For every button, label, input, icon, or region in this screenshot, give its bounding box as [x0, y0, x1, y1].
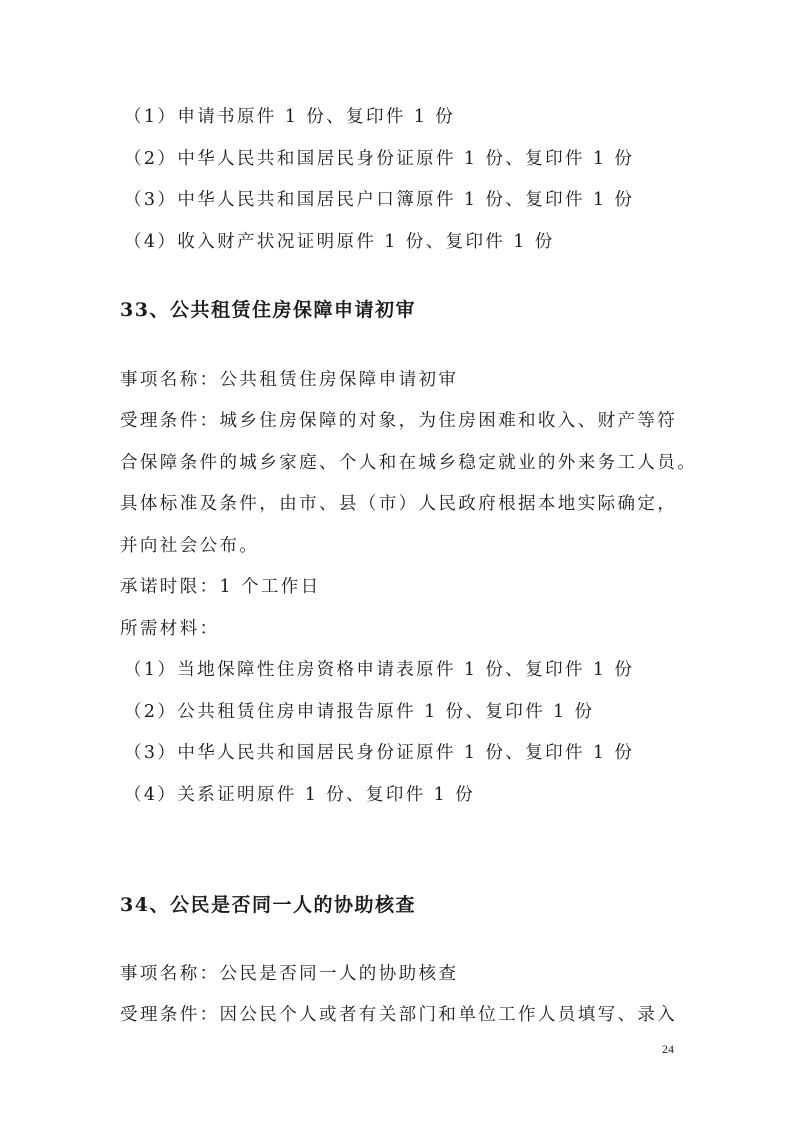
page-number: 24	[662, 1042, 674, 1056]
list-item: （3）中华人民共和国居民身份证原件 1 份、复印件 1 份	[124, 743, 635, 763]
item-name: 事项名称：公共租赁住房保障申请初审	[120, 370, 459, 390]
conditions-line: 具体标准及条件，由市、县（市）人民政府根据本地实际确定，	[120, 494, 678, 514]
list-item: （4）收入财产状况证明原件 1 份、复印件 1 份	[124, 232, 555, 252]
list-item: （2）公共租赁住房申请报告原件 1 份、复印件 1 份	[124, 702, 595, 722]
conditions-line: 受理条件：因公民个人或者有关部门和单位工作人员填写、录入	[120, 1005, 678, 1025]
conditions-line: 受理条件：城乡住房保障的对象，为住房困难和收入、财产等符	[120, 411, 678, 431]
conditions-line: 并向社会公布。	[120, 536, 260, 556]
list-item: （4）关系证明原件 1 份、复印件 1 份	[124, 785, 476, 805]
section-heading: 34、公民是否同一人的协助核查	[120, 894, 416, 916]
list-item: （2）中华人民共和国居民身份证原件 1 份、复印件 1 份	[124, 149, 635, 169]
list-item: （3）中华人民共和国居民户口簿原件 1 份、复印件 1 份	[124, 190, 635, 210]
list-item: （1）当地保障性住房资格申请表原件 1 份、复印件 1 份	[124, 660, 635, 680]
section-heading: 33、公共租赁住房保障申请初审	[120, 299, 416, 321]
list-item: （1）申请书原件 1 份、复印件 1 份	[124, 107, 456, 127]
materials-label: 所需材料：	[120, 619, 220, 639]
item-name: 事项名称：公民是否同一人的协助核查	[120, 964, 459, 984]
time-limit: 承诺时限：1 个工作日	[120, 577, 321, 597]
conditions-line: 合保障条件的城乡家庭、个人和在城乡稳定就业的外来务工人员。	[120, 453, 698, 473]
